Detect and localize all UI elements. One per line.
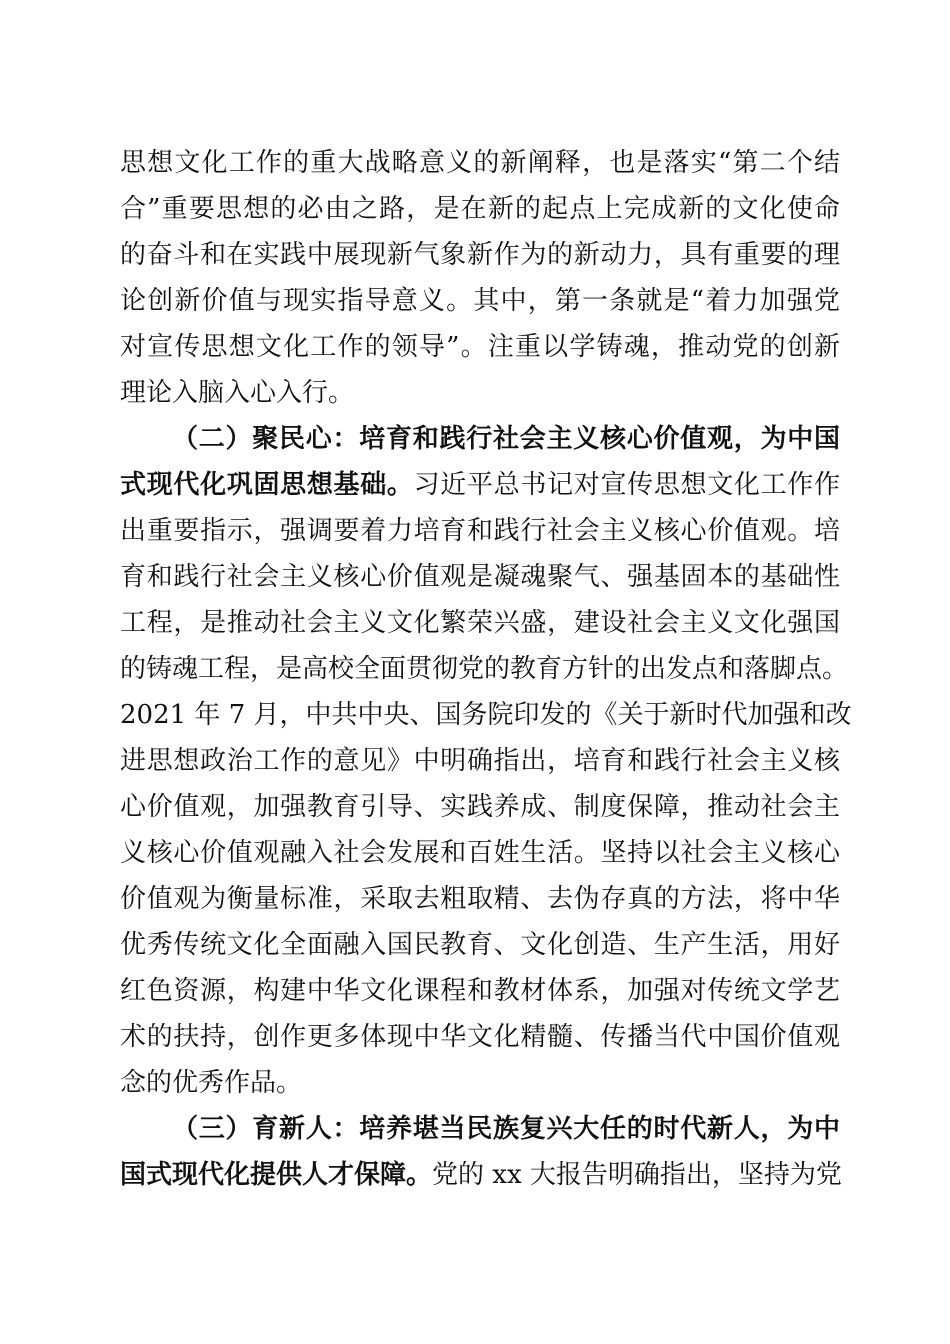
text-line: 价值观为衡量标准，采取去粗取精、去伪存真的方法，将中华 (120, 884, 840, 914)
text-line: 思想文化工作的重大战略意义的新阐释，也是落实“第二个结 (120, 148, 840, 178)
text-line: 义核心价值观融入社会发展和百姓生活。坚持以社会主义核心 (120, 838, 840, 868)
text-line: 心价值观，加强教育引导、实践养成、制度保障，推动社会主 (120, 792, 840, 822)
text-line: 工程，是推动社会主义文化繁荣兴盛，建设社会主义文化强国 (120, 608, 840, 638)
text-line: 优秀传统文化全面融入国民教育、文化创造、生产生活，用好 (120, 930, 840, 960)
section-heading-2: （二）聚民心：培育和践行社会主义核心价值观，为中国 (172, 424, 840, 454)
text-line: 论创新价值与现实指导意义。其中，第一条就是“着力加强党 (120, 286, 840, 316)
text-line: 2021 年 7 月，中共中央、国务院印发的《关于新时代加强和改 (120, 700, 852, 730)
text-line: 的奋斗和在实践中展现新气象新作为的新动力，具有重要的理 (120, 240, 840, 270)
text-line: 念的优秀作品。 (120, 1068, 303, 1098)
text-fragment: 习近平总书记对宣传思想文化工作作 (413, 470, 840, 500)
text-line: 对宣传思想文化工作的领导”。注重以学铸魂，推动党的创新 (120, 332, 840, 362)
text-line: 理论入脑入心入行。 (120, 378, 355, 408)
section-heading-2-continued: 式现代化巩固思想基础。 (120, 470, 414, 500)
text-fragment: 党的 xx 大报告明确指出，坚持为党 (432, 1160, 842, 1190)
text-line (120, 472, 840, 498)
text-line: 出重要指示，强调要着力培育和践行社会主义核心价值观。培 (120, 516, 840, 546)
text-line: 进思想政治工作的意见》中明确指出，培育和践行社会主义核 (120, 746, 840, 776)
text-line: 红色资源，构建中华文化课程和教材体系，加强对传统文学艺 (120, 976, 840, 1006)
section-heading-3-continued: 国式现代化提供人才保障。 (120, 1160, 433, 1190)
text-line: 育和践行社会主义核心价值观是凝魂聚气、强基固本的基础性 (120, 562, 840, 592)
text-line: 术的扶持，创作更多体现中华文化精髓、传播当代中国价值观 (120, 1022, 840, 1052)
text-line (120, 1162, 840, 1188)
text-line: 的铸魂工程，是高校全面贯彻党的教育方针的出发点和落脚点。 (120, 654, 849, 684)
section-heading-3: （三）育新人：培养堪当民族复兴大任的时代新人，为中 (172, 1114, 840, 1144)
text-line: 合”重要思想的必由之路，是在新的起点上完成新的文化使命 (120, 194, 840, 224)
